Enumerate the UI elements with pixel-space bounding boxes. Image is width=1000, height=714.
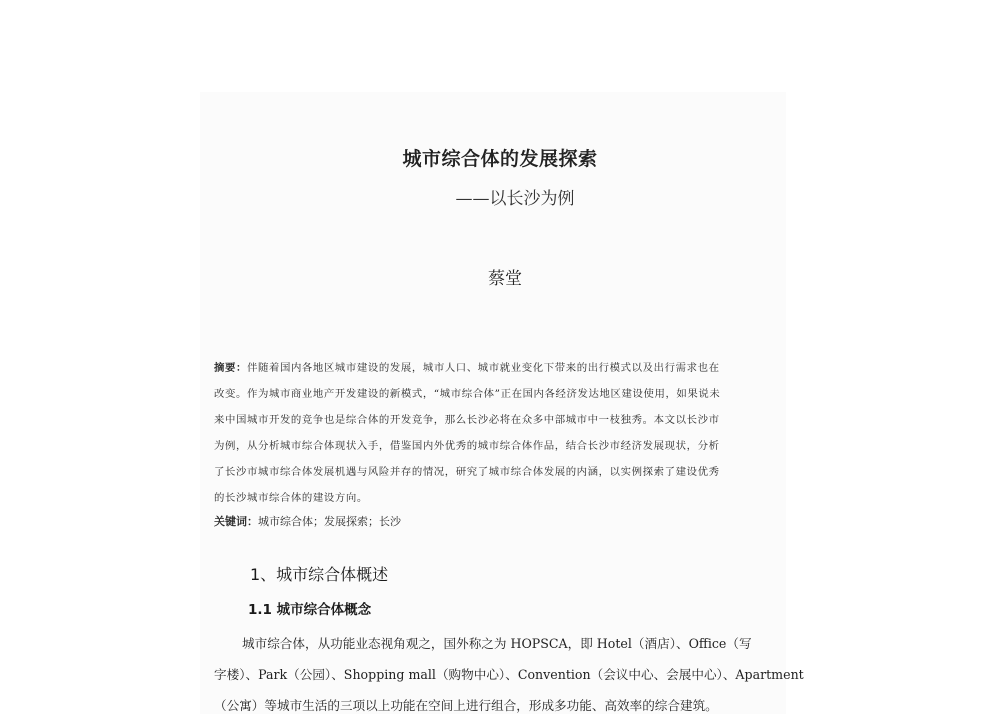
body-line: 字楼）、Park（公园）、Shopping mall（购物中心）、Convention（会议中心、会展中心）、Apartment <box>214 667 804 682</box>
abstract-line: 为例，从分析城市综合体现状入手，借鉴国内外优秀的城市综合体作品，结合长沙市经济发展现状，分析 <box>214 440 720 452</box>
body-line: 城市综合体，从功能业态视角观之，国外称之为 HOPSCA，即 Hotel（酒店）、Office（写 <box>242 636 752 651</box>
section-body <box>214 628 804 714</box>
abstract-line: 了长沙市城市综合体发展机遇与风险并存的情况，研究了城市综合体发展的内涵，以实例探索了建设优秀 <box>214 466 720 478</box>
paper-subtitle: ——以长沙为例 <box>455 189 575 209</box>
abstract-line-text: 伴随着国内各地区城市建设的发展，城市人口、城市就业变化下带来的出行模式以及出行需求也在 <box>246 362 720 374</box>
body-line: （公寓）等城市生活的三项以上功能在空间上进行组合，形成多功能、高效率的综合建筑。 <box>214 698 718 713</box>
abstract <box>214 355 762 511</box>
abstract-line: 的长沙城市综合体的建设方向。 <box>214 492 368 504</box>
abstract-line <box>214 355 762 381</box>
paper-title: 城市综合体的发展探索 <box>402 148 598 170</box>
keywords-label: 关键词： <box>214 515 258 528</box>
section-heading-1-1: 1.1 城市综合体概念 <box>248 602 372 618</box>
abstract-line: 来中国城市开发的竞争也是综合体的开发竞争，那么长沙必将在众多中部城市中一枝独秀。本文以长沙市 <box>214 414 720 426</box>
keywords <box>214 510 401 534</box>
keywords-text: 城市综合体；发展探索；长沙 <box>258 515 401 528</box>
section-heading-1: 1、城市综合体概述 <box>250 565 389 584</box>
paper-author: 蔡堂 <box>488 269 522 289</box>
abstract-line: 改变。作为城市商业地产开发建设的新模式，“城市综合体”正在国内各经济发达地区建设使用，如果说未 <box>214 388 721 400</box>
abstract-label: 摘要： <box>214 362 247 374</box>
